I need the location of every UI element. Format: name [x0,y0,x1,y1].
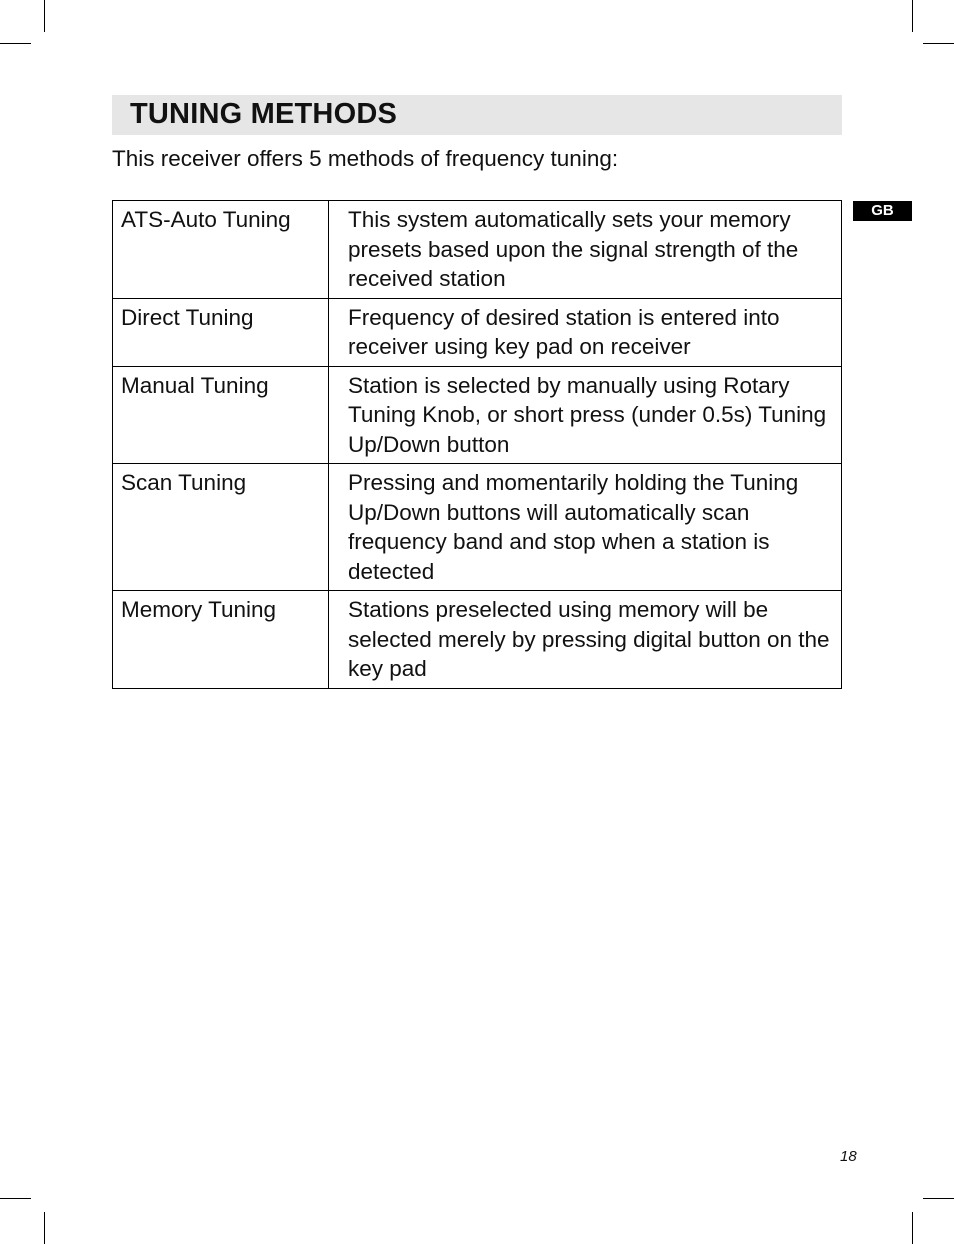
method-name: ATS-Auto Tuning [113,201,329,299]
method-description: Frequency of desired station is entered into receiver using key pad on receiver [329,298,842,366]
table-row [113,366,842,464]
table-row [113,201,842,299]
method-name: Memory Tuning [113,591,329,689]
crop-mark [912,0,913,32]
table-row [113,298,842,366]
crop-mark [912,1212,913,1244]
method-name: Manual Tuning [113,366,329,464]
method-description: Pressing and momentarily holding the Tuning Up/Down buttons will automatically scan frequency band and stop when a station is detected [329,464,842,591]
crop-mark [0,43,31,44]
intro-text: This receiver offers 5 methods of frequency tuning: [112,146,619,171]
table-row [113,591,842,689]
table-row [113,464,842,591]
page-number: 18 [840,1148,857,1165]
crop-mark [44,0,45,32]
crop-mark [923,43,954,44]
tuning-methods-table [112,200,842,689]
method-name: Direct Tuning [113,298,329,366]
crop-mark [0,1198,31,1199]
method-description: Station is selected by manually using Rotary Tuning Knob, or short press (under 0.5s) Tuning Up/Down button [329,366,842,464]
section-title: TUNING METHODS [130,98,398,130]
crop-mark [44,1212,45,1244]
method-description: This system automatically sets your memory presets based upon the signal strength of the received station [329,201,842,299]
method-name: Scan Tuning [113,464,329,591]
method-description: Stations preselected using memory will be selected merely by pressing digital button on the key pad [329,591,842,689]
crop-mark [923,1198,954,1199]
section-header [112,95,842,135]
language-badge: GB [853,201,912,221]
